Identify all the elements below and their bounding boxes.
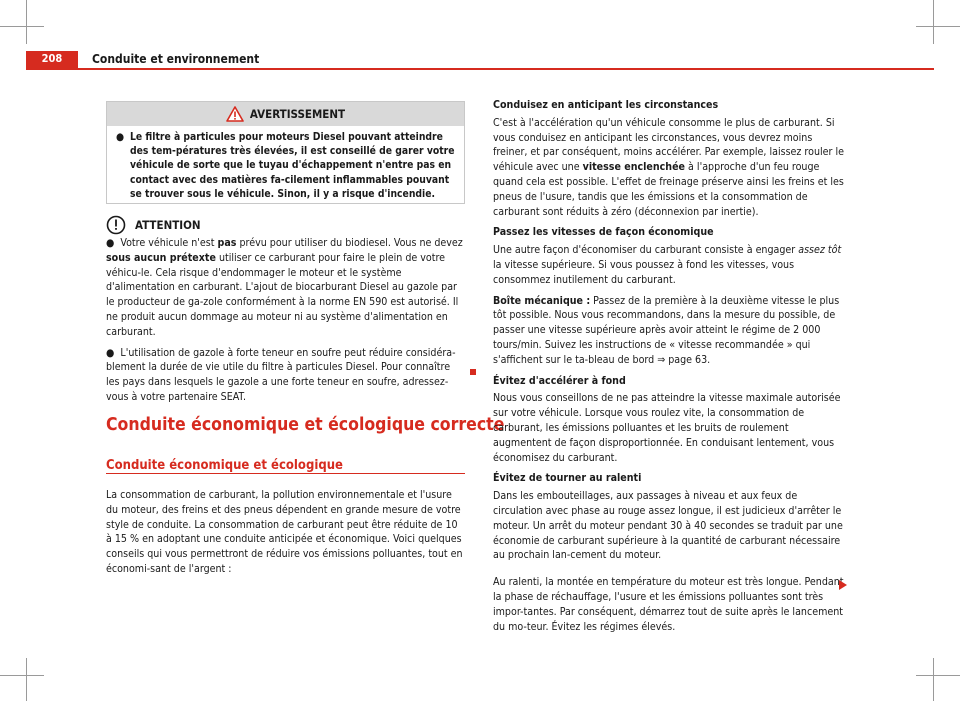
intro-paragraph: La consommation de carburant, la pollution environnementale et l'usure du moteur, des freins et des pneus dépendent en grande mesure de votre style de conduite. La consommation de carburant peut être réduite de 10 à 15 % en adoptant une conduite anticipée et économique. Voici quelques conseils qui vous permettront de réduire vos émissions polluantes, tout en économi-sant de l'argent : xyxy=(106,489,463,575)
text-run: L'utilisation de gazole à forte teneur en soufre peut réduire considéra-blement la durée de vie utile du filtre à particules Diesel. Pour connaître les pays dans lesquels le gazole a une forte teneur en soufre, adressez-vous à votre partenaire SEAT. xyxy=(106,346,456,403)
attention-body xyxy=(106,236,465,411)
warning-text: Le filtre à particules pour moteurs Diesel pouvant atteindre des tem-pératures très élevées, il est conseillé de garer votre véhicule de sorte que le tuyau d'échappement n'entre pas en contact avec des matières fa-cilement inflammables pouvant se trouver sous le véhicule. Sinon, il y a risque d'incendie. xyxy=(130,131,455,200)
text-run: prévu pour utiliser du biodiesel. Vous ne devez xyxy=(236,237,463,249)
text-run-bold: sous aucun prétexte xyxy=(106,251,216,264)
paragraph-idle: Dans les embouteillages, aux passages à niveau et aux feux de circulation avec phase au rouge assez longue, il est judicieux d'arrêter le moteur. Un arrêt du moteur pendant 30 à 40 secondes se traduit par une économie de carburant supérieure à la quantité de carburant nécessaire au prochain lan-cement du moteur. xyxy=(493,490,843,562)
bullet: ● xyxy=(116,131,125,143)
crop-mark xyxy=(26,658,27,701)
text-run: Votre véhicule n'est xyxy=(120,237,218,249)
paragraph-full-throttle: Nous vous conseillons de ne pas atteindre la vitesse maximale autorisée sur votre véhicule. Lorsque vous roulez vite, la consommation de carburant, les émissions polluantes et les bruits de roulement augmentent de façon disproportionnée. En conduisant lentement, vous économisez du carburant. xyxy=(493,392,841,464)
text-run-italic: assez tôt xyxy=(798,244,842,257)
paragraph-manual-gearbox xyxy=(493,294,848,368)
crop-mark xyxy=(933,658,934,701)
right-column xyxy=(493,98,848,640)
text-run-bold: vitesse enclenchée xyxy=(582,161,686,174)
warning-header xyxy=(107,102,464,126)
crop-mark xyxy=(0,675,44,676)
warning-triangle-icon xyxy=(226,106,244,122)
paragraph-shift xyxy=(493,243,848,287)
text-run: à l'approche d'un feu rouge quand cela est possible. L'effet de freinage préserve ainsi les freins et les pneus de l'usure, tandis que les émissions et la consommation de carburant sont réduits à zéro (déconnexion par inertie). xyxy=(493,161,844,218)
crop-mark xyxy=(916,675,960,676)
text-run: C'est à l'accélération qu'un véhicule consomme le plus de carburant. Si vous conduisez en anticipant les circonstances, vous devrez moins freiner, et par conséquent, moins accélérer. Par exemple, laissez rouler le véhicule avec une xyxy=(493,116,844,174)
text-run-bold: pas xyxy=(217,237,237,249)
attention-paragraph-1 xyxy=(106,236,465,340)
text-run: la vitesse supérieure. Si vous poussez à fond les vitesses, vous consommez inutilement du carburant. xyxy=(493,258,795,286)
text-run: Passez de la première à la deuxième vitesse le plus tôt possible. Nous vous recommandons, dans la mesure du possible, de passer une vitesse supérieure après avoir atteint le régime de 2 000 tours/min. Suivez les instructions de « vitesse recommandée » qui s'affichent sur le ta-bleau de bord ⇒ page 63. xyxy=(493,294,840,366)
paragraph-anticipate xyxy=(493,116,848,220)
paragraph-warmup: Au ralenti, la montée en température du moteur est très longue. Pendant la phase de réchauffage, l'usure et les émissions polluantes sont très impor-tantes. Par conséquent, démarrez tout de suite après le lancement du mo-teur. Évitez les régimes élevés. xyxy=(493,576,844,633)
heading-full-throttle: Évitez d'accélérer à fond xyxy=(493,374,626,387)
heading-idle: Évitez de tourner au ralenti xyxy=(493,472,642,485)
bullet: ● xyxy=(106,346,115,359)
page-number: 208 xyxy=(26,51,78,68)
attention-paragraph-2 xyxy=(106,346,465,405)
running-header-title: Conduite et environnement xyxy=(92,52,260,66)
text-run-bold: Boîte mécanique : xyxy=(493,294,591,307)
text-run: Une autre façon d'économiser du carburant consiste à engager xyxy=(493,244,799,257)
header-rule xyxy=(26,68,934,70)
section-intro xyxy=(106,488,465,583)
heading-anticipate: Conduisez en anticipant les circonstances xyxy=(493,99,719,111)
crop-mark xyxy=(0,26,44,27)
warning-box xyxy=(106,101,465,204)
text-run: utiliser ce carburant pour faire le plein de votre véhicu-le. Cela risque d'endommager le moteur et le système d'alimentation en carburant. L'ajout de biocarburant Diesel au gazole par le producteur de ga-zole conformément à la norme EN 590 est autorisé. Il ne produit aucun dommage au moteur ni au système d'alimentation en carburant. xyxy=(106,251,459,338)
end-square-icon xyxy=(470,369,476,375)
section-subtitle: Conduite économique et écologique xyxy=(106,458,343,473)
exclamation-circle-icon xyxy=(106,215,126,235)
heading-shift: Passez les vitesses de façon économique xyxy=(493,226,714,239)
crop-mark xyxy=(916,26,960,27)
crop-mark xyxy=(933,0,934,44)
section-title: Conduite économique et écologique correcte xyxy=(106,415,505,435)
warning-label: AVERTISSEMENT xyxy=(249,106,346,121)
continue-arrow-icon xyxy=(839,580,847,590)
subtitle-rule xyxy=(106,473,465,474)
attention-label: ATTENTION xyxy=(135,217,201,232)
bullet: ● xyxy=(106,237,115,249)
crop-mark xyxy=(26,0,27,44)
attention-header xyxy=(106,215,201,235)
